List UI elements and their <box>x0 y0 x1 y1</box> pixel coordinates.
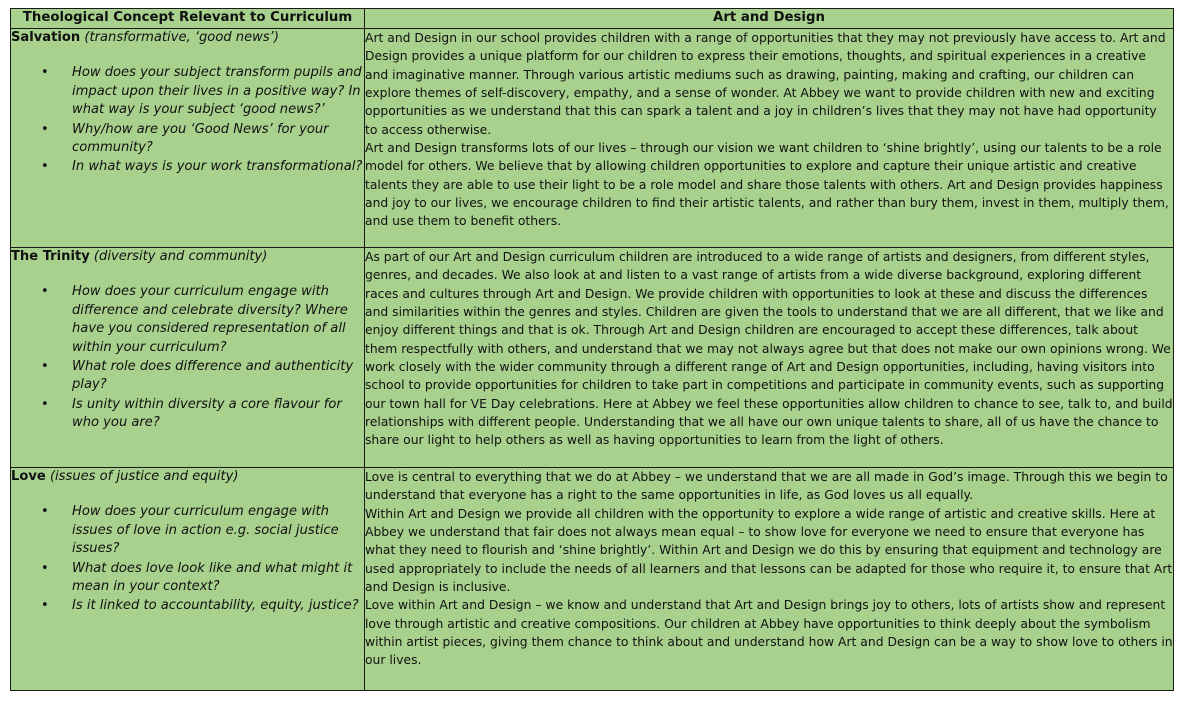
header-row <box>11 9 1174 29</box>
concept-subtitle: (diversity and community) <box>93 249 268 264</box>
response-paragraph: Art and Design transforms lots of our lives – through our vision we want children to ‘shine brightly’, using our talents to be a role model for others. We believe that by allowing children opportunities to explore and capture their unique artistic and creative talents they are able to use their light to be a role model and share those talents with others. Art and Design provides happiness and joy to our lives, we encourage children to find their artistic talents, and rather than bury them, invest in them, multiply them, and use them to benefit others. <box>365 141 1169 229</box>
concept-heading <box>11 468 364 486</box>
concept-title: The Trinity <box>11 249 90 264</box>
concept-title: Salvation <box>11 30 81 45</box>
concept-heading <box>11 248 364 266</box>
question-item: • How does your curriculum engage with difference and celebrate diversity? Where have you considered representation of all within your curriculum? <box>11 283 364 357</box>
question-item: • In what ways is your work transformational? <box>11 158 364 176</box>
concept-heading <box>11 29 364 47</box>
question-list <box>11 64 364 176</box>
question-item: • How does your subject transform pupils and impact upon their lives in a positive way? In what way is your subject ‘good news?’ <box>11 64 364 119</box>
question-item: • What role does difference and authenticity play? <box>11 358 364 395</box>
header-theological-concept: Theological Concept Relevant to Curriculum <box>11 9 365 29</box>
response-paragraph: Love within Art and Design – we know and understand that Art and Design brings joy to others, lots of artists show and represent love through artistic and creative compositions. Our children at Abbey have opportunities to think deeply about the symbolism within artist pieces, giving them chance to think about and understand how Art and Design can be a way to show love to others in our lives. <box>365 598 1173 668</box>
question-item: • Is it linked to accountability, equity, justice? <box>11 597 364 615</box>
concept-title: Love <box>11 469 46 484</box>
concept-cell <box>11 468 365 691</box>
question-list <box>11 503 364 615</box>
question-item: • How does your curriculum engage with issues of love in action e.g. social justice issues? <box>11 503 364 558</box>
header-art-and-design: Art and Design <box>365 9 1174 29</box>
response-paragraph: Art and Design in our school provides children with a range of opportunities that they may not previously have access to. Art and Design provides a unique platform for our children to express their emotions, thoughts, and spiritual experiences in a creative and imaginative manner. Through various artistic mediums such as drawing, painting, making and crafting, our children can explore themes of self-discovery, empathy, and a sense of wonder. At Abbey we want to provide children with new and exciting opportunities as we understand that this can spark a talent and a joy in children’s lives that they may not have had opportunity to access otherwise. <box>365 31 1166 137</box>
table-row-salvation <box>11 29 1174 248</box>
table-row-trinity <box>11 248 1174 468</box>
response-paragraph: Love is central to everything that we do at Abbey – we understand that we are all made in God’s image. Through this we begin to understand that everyone has a right to the same opportunities in life, as God loves us all equally. <box>365 470 1168 503</box>
response-cell <box>365 29 1174 248</box>
response-cell <box>365 248 1174 468</box>
question-list <box>11 283 364 432</box>
concept-subtitle: (issues of justice and equity) <box>49 469 239 484</box>
concept-cell <box>11 29 365 248</box>
response-paragraph: Within Art and Design we provide all children with the opportunity to explore a wide range of artistic and creative skills. Here at Abbey we understand that fair does not always mean equal – to show love for everyone we need to ensure that everyone has what they need to flourish and ‘shine brightly’. Within Art and Design we do this by ensuring that equipment and technology are used appropriately to include the needs of all learners and that lessons can be adapted for those who require it, to ensure that Art and Design is inclusive. <box>365 506 1173 595</box>
response-paragraph: As part of our Art and Design curriculum children are introduced to a wide range of artists and designers, from different styles, genres, and decades. We also look at and listen to a vast range of artists from a wide diverse background, exploring different races and cultures through Art and Design. We provide children with opportunities to look at these and discuss the differences and similarities within the genres and styles. Children are given the tools to understand that we are all different, that we like and enjoy different things and that is ok. Through Art and Design children are encouraged to accept these differences, talk about them respectfully with others, and understand that we may not always agree but that does not make our own opinions wrong. We work closely with the wider community through a different range of Art and Design opportunities, including, having visitors into school to provide opportunities for children to take part in competitions and participate in community events, such as supporting our town hall for VE Day celebrations. Here at Abbey we feel these opportunities allow children to chance to see, talk to, and build relationships with different people. Understanding that we all have our own unique talents to share, all of us have the chance to share our light to help others as well as having opportunities to learn from the light of others. <box>365 250 1173 448</box>
question-item: • Why/how are you ‘Good News’ for your community? <box>11 121 364 158</box>
response-cell <box>365 468 1174 691</box>
question-item: • Is unity within diversity a core flavour for who you are? <box>11 396 364 433</box>
concept-cell <box>11 248 365 468</box>
curriculum-table <box>10 8 1174 691</box>
question-item: • What does love look like and what might it mean in your context? <box>11 560 364 597</box>
table-row-love <box>11 468 1174 691</box>
concept-subtitle: (transformative, ‘good news’) <box>84 30 279 45</box>
